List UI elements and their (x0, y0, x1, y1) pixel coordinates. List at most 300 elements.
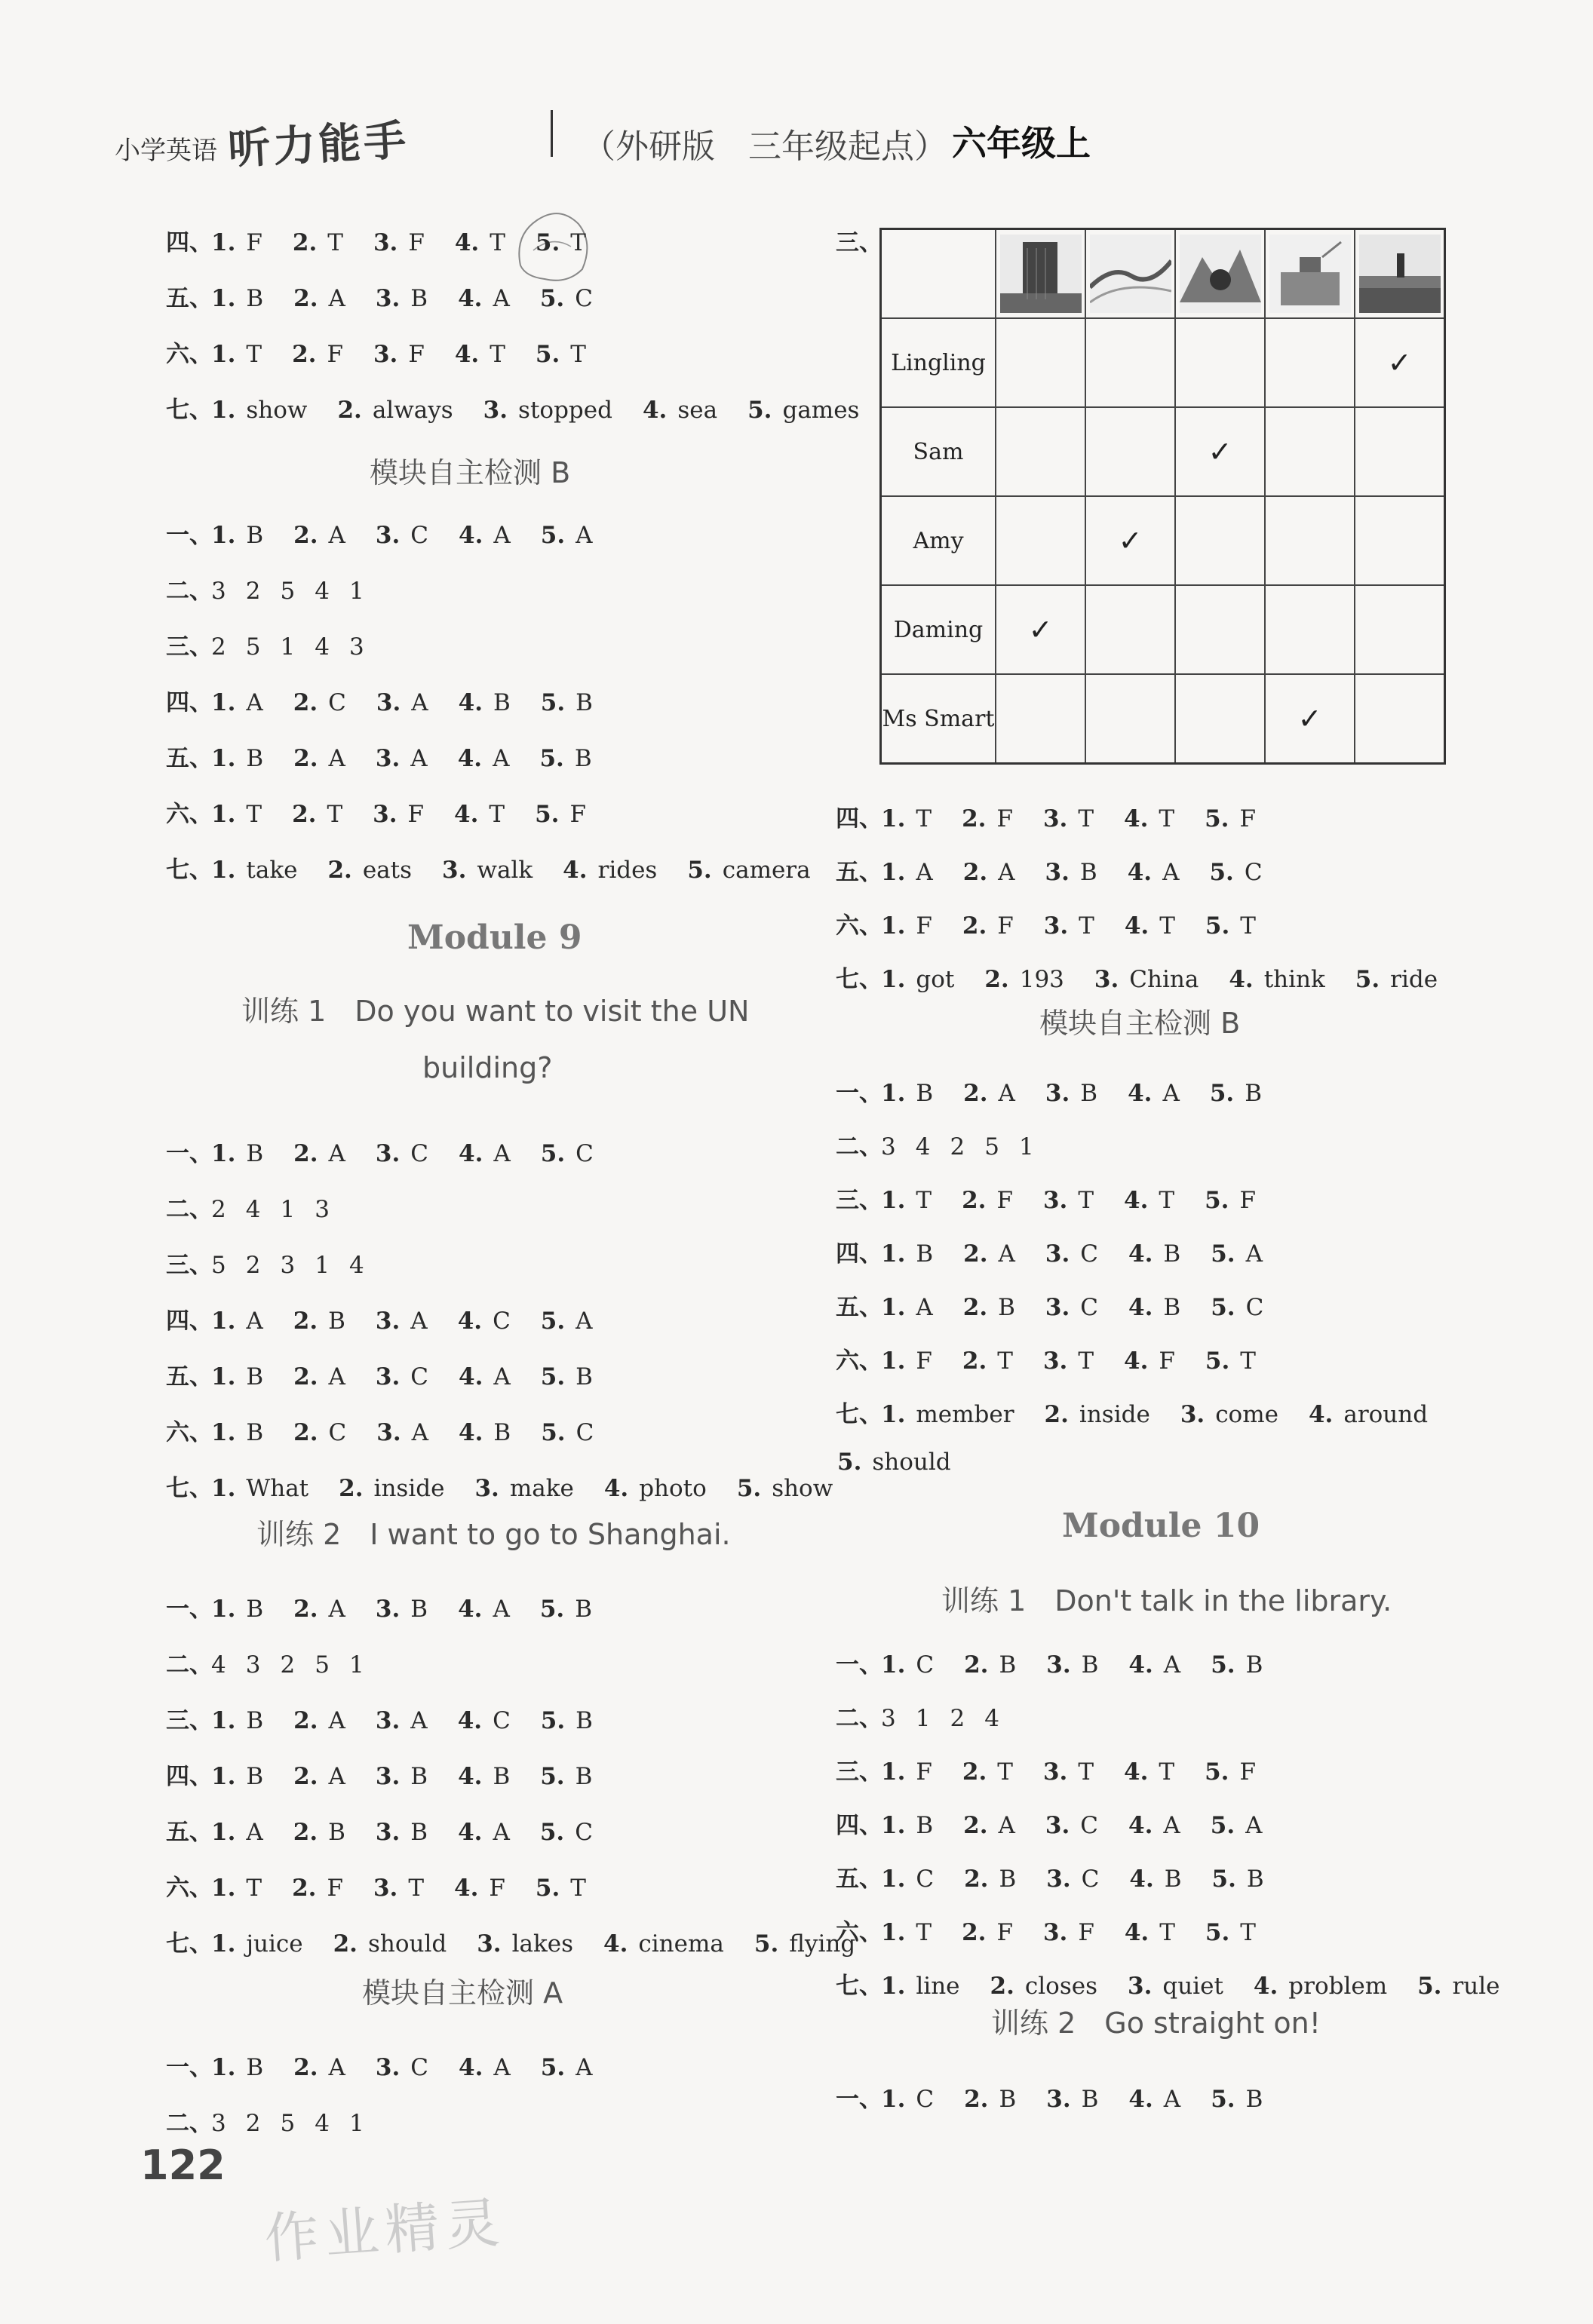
section-number: 四、 (836, 1240, 882, 1268)
item-number: 3. (375, 522, 401, 549)
section-number: 一、 (166, 1596, 213, 1623)
answer-line (166, 1869, 586, 1902)
section-number: 六、 (836, 912, 882, 940)
table-cell (1085, 496, 1175, 585)
item-number: 2. (990, 1973, 1014, 2000)
answer-item (211, 1875, 262, 1902)
item-number: 2. (293, 1763, 318, 1790)
answer-item (541, 1707, 593, 1734)
item-number: 5. (540, 522, 566, 549)
item-number: 2. (963, 1080, 988, 1107)
answer-item (881, 805, 932, 832)
answer-line (166, 1302, 593, 1335)
item-answer: stopped (518, 397, 612, 424)
item-number: 4. (603, 1930, 628, 1958)
answer-item (536, 229, 586, 256)
answer-line (166, 1645, 384, 1679)
item-number: 1. (881, 2086, 906, 2113)
item-number: 2. (962, 1758, 987, 1786)
section-number: 五、 (836, 1294, 882, 1321)
item-answer: flying (789, 1930, 856, 1958)
item-number: 3. (1045, 1240, 1070, 1268)
item-answer: C (493, 1707, 511, 1734)
answer-line (166, 795, 586, 829)
item-answer: rides (597, 857, 658, 884)
item-number: 2. (962, 859, 988, 886)
item-number: 4. (1128, 1651, 1153, 1679)
order-digit: 5 (984, 1133, 999, 1160)
answer-item (292, 801, 342, 828)
item-number: 4. (458, 1596, 483, 1623)
item-answer: T (246, 341, 262, 368)
item-answer: F (327, 341, 343, 368)
item-answer: B (576, 1363, 593, 1390)
answer-item (293, 745, 345, 772)
item-number: 1. (881, 1812, 906, 1839)
answer-item (984, 966, 1064, 993)
order-digit: 4 (315, 2110, 330, 2137)
item-answer: lakes (511, 1930, 574, 1958)
answer-line (836, 1806, 1263, 1840)
answer-item (376, 745, 428, 772)
answer-line (836, 853, 1263, 887)
item-answer: A (328, 1363, 345, 1390)
section-number: 二、 (166, 578, 213, 605)
table-section-number: 三、 (836, 229, 882, 256)
item-number: 2. (292, 801, 317, 828)
item-number: 5. (539, 745, 564, 772)
item-answer: ride (1390, 966, 1438, 993)
item-number: 1. (881, 912, 906, 940)
item-answer: F (996, 1187, 1013, 1214)
answer-line (166, 1590, 592, 1623)
item-answer: B (246, 1363, 264, 1390)
table-cell (1085, 674, 1175, 764)
check-icon: ✓ (1297, 702, 1322, 735)
item-number: 3. (1045, 859, 1070, 886)
item-number: 1. (881, 1294, 906, 1321)
item-answer: A (411, 689, 428, 716)
item-answer: T (327, 801, 343, 828)
item-answer: F (407, 801, 425, 828)
item-number: 1. (211, 1819, 236, 1846)
item-number: 1. (881, 1973, 906, 2000)
table-cell (996, 496, 1085, 585)
item-answer: T (570, 1875, 586, 1902)
item-answer: C (1080, 1240, 1099, 1268)
header-divider (551, 110, 553, 157)
answer-line (166, 1246, 384, 1280)
item-number: 3. (1042, 1187, 1068, 1214)
answer-item (211, 1363, 263, 1390)
table-cell (1355, 674, 1445, 764)
item-number: 3. (375, 1596, 401, 1623)
answer-item (1210, 1080, 1262, 1107)
item-number: 1. (211, 522, 236, 549)
section-number: 六、 (166, 1419, 213, 1446)
order-digit: 4 (245, 1196, 261, 1223)
item-answer: B (1081, 2086, 1099, 2113)
item-answer: A (328, 1140, 345, 1167)
answer-line (836, 1645, 1263, 1679)
answer-line (166, 223, 586, 257)
item-answer: T (997, 1347, 1013, 1375)
item-answer: B (999, 1651, 1017, 1679)
item-answer: A (246, 1819, 263, 1846)
item-answer: A (328, 1596, 345, 1623)
answer-item (1309, 1401, 1428, 1428)
answer-item (881, 966, 954, 993)
order-digit: 5 (280, 2110, 296, 2137)
item-answer: show (246, 397, 308, 424)
item-answer: B (410, 1819, 428, 1846)
item-number: 3. (442, 857, 467, 884)
item-number: 5. (754, 1930, 779, 1958)
order-digit: 2 (245, 578, 261, 605)
answer-line (836, 1234, 1263, 1268)
item-number: 1. (211, 2054, 236, 2081)
answer-item (964, 1651, 1016, 1679)
item-answer: B (575, 1763, 593, 1790)
item-number: 3. (373, 801, 397, 828)
item-answer: A (1245, 1812, 1263, 1839)
item-answer: A (998, 1240, 1015, 1268)
table-cell (1265, 496, 1355, 585)
item-number: 5. (687, 857, 712, 884)
answer-item (1043, 1187, 1094, 1214)
table-cell (1355, 585, 1445, 674)
answer-item (1128, 1651, 1180, 1679)
item-number: 2. (964, 1651, 989, 1679)
answer-item (293, 1707, 345, 1734)
item-number: 2. (293, 1140, 318, 1167)
item-answer: B (410, 285, 428, 312)
item-answer: C (916, 1866, 935, 1893)
item-answer: C (1080, 1812, 1099, 1839)
item-answer: B (1164, 1866, 1182, 1893)
answer-item (211, 1819, 263, 1846)
item-answer: make (509, 1475, 574, 1502)
item-number: 2. (962, 805, 987, 832)
item-answer: T (1240, 1919, 1256, 1946)
corner-cell (881, 229, 996, 319)
item-answer: B (998, 1294, 1015, 1321)
item-answer: take (246, 857, 298, 884)
answer-item (376, 522, 428, 549)
item-number: 3. (373, 1875, 398, 1902)
table-row (881, 496, 1445, 585)
answer-item (211, 689, 263, 716)
item-number: 5. (535, 801, 560, 828)
answer-item (1128, 1080, 1180, 1107)
item-number: 5. (1205, 1919, 1230, 1946)
section-heading: 模块自主检测 A (362, 1976, 563, 2010)
answer-item (211, 1930, 303, 1958)
item-answer: A (1162, 859, 1180, 886)
item-number: 5. (1211, 2086, 1235, 2113)
item-answer: B (246, 745, 264, 772)
item-answer: F (569, 801, 586, 828)
item-number: 4. (1308, 1401, 1334, 1428)
section-number: 七、 (836, 1973, 882, 2000)
answer-item (458, 285, 510, 312)
item-answer: juice (246, 1930, 303, 1958)
answer-item (1180, 1401, 1278, 1428)
item-answer: eats (362, 857, 413, 884)
item-answer: T (916, 805, 932, 832)
order-digit: 4 (315, 633, 330, 661)
item-number: 3. (1046, 1866, 1071, 1893)
item-answer: F (408, 341, 425, 368)
answer-item (327, 857, 412, 884)
item-number: 3. (1046, 2086, 1071, 2113)
item-answer: B (1079, 859, 1097, 886)
answer-item (458, 1819, 510, 1846)
item-number: 2. (964, 1866, 989, 1893)
item-number: 5. (1209, 859, 1234, 886)
item-number: 3. (1042, 1758, 1068, 1786)
item-number: 4. (1129, 1866, 1154, 1893)
answer-item (211, 1308, 263, 1335)
item-answer: A (410, 1707, 428, 1734)
item-number: 1. (211, 1707, 236, 1734)
answer-item (963, 1080, 1015, 1107)
item-number: 4. (458, 689, 483, 716)
item-number: 4. (1128, 2086, 1153, 2113)
table-cell (1175, 585, 1265, 674)
answer-line (836, 906, 1256, 940)
answer-item (293, 1363, 345, 1390)
answer-item (376, 1763, 428, 1790)
item-answer: A (576, 2054, 593, 2081)
student-name: Lingling (881, 318, 996, 407)
item-answer: B (916, 1812, 934, 1839)
item-answer: F (1078, 1919, 1094, 1946)
item-number: 4. (1128, 1812, 1153, 1839)
item-number: 3. (375, 1140, 401, 1167)
item-number: 5. (1205, 805, 1229, 832)
section-number: 四、 (166, 689, 213, 716)
item-answer: F (1239, 1187, 1256, 1214)
item-answer: F (916, 912, 932, 940)
item-number: 5. (540, 1763, 565, 1790)
item-answer: B (246, 1596, 264, 1623)
item-answer: T (1078, 1187, 1094, 1214)
answer-item (459, 1140, 511, 1167)
item-answer: B (576, 689, 593, 716)
item-number: 1. (211, 1875, 236, 1902)
answer-item (1229, 966, 1324, 993)
item-answer: B (328, 1819, 345, 1846)
item-number: 4. (459, 1140, 483, 1167)
item-answer: B (246, 1707, 264, 1734)
section-number: 一、 (836, 2086, 882, 2113)
answer-line (166, 1469, 833, 1503)
item-answer: B (1246, 1866, 1264, 1893)
item-number: 2. (327, 857, 352, 884)
watermark: 作业精灵 (262, 2190, 508, 2271)
answer-line (166, 1813, 593, 1847)
answer-item (541, 522, 593, 549)
answer-item (1094, 966, 1199, 993)
answer-line (836, 1181, 1256, 1215)
item-number: 5. (539, 285, 565, 312)
item-answer: T (1159, 805, 1175, 832)
item-answer: A (493, 745, 510, 772)
answer-item (293, 2054, 345, 2081)
item-answer: B (246, 2054, 264, 2081)
item-answer: B (246, 522, 264, 549)
item-number: 4. (454, 801, 479, 828)
item-answer: show (772, 1475, 833, 1502)
answer-item (455, 341, 505, 368)
answer-item (483, 397, 612, 424)
answer-item (964, 2086, 1016, 2113)
answer-item (376, 1308, 428, 1335)
item-number: 2. (962, 1294, 988, 1321)
answer-item (1417, 1973, 1499, 2000)
item-answer: A (1162, 1080, 1180, 1107)
answer-item (333, 1930, 447, 1958)
item-number: 1. (211, 1363, 236, 1390)
item-number: 1. (881, 805, 906, 832)
item-number: 5. (747, 397, 772, 424)
item-number: 4. (457, 745, 483, 772)
order-answer (211, 1252, 384, 1279)
section-number: 六、 (166, 1875, 213, 1902)
picture-cell-1 (996, 229, 1085, 319)
item-answer: line (916, 1973, 960, 2000)
answer-item (211, 1596, 263, 1623)
item-number: 5. (540, 1707, 566, 1734)
answer-item (459, 1419, 511, 1446)
order-digit: 5 (315, 1651, 330, 1679)
item-number: 2. (337, 397, 362, 424)
answer-item (293, 1819, 345, 1846)
item-number: 5. (1205, 1187, 1229, 1214)
order-digit: 1 (348, 578, 364, 605)
item-answer: A (493, 1819, 510, 1846)
item-answer: always (372, 397, 453, 424)
item-number: 2. (292, 341, 317, 368)
section-number: 六、 (166, 341, 213, 368)
answer-item (990, 1973, 1097, 2000)
table-cell (1265, 407, 1355, 496)
item-answer: T (1078, 1758, 1094, 1786)
item-number: 3. (375, 1819, 401, 1846)
check-icon: ✓ (1028, 613, 1053, 646)
item-number: 4. (454, 341, 480, 368)
answer-item (539, 745, 591, 772)
answer-item (459, 2054, 511, 2081)
answer-line (166, 1413, 594, 1447)
section-number: 一、 (166, 2054, 213, 2081)
answer-item (881, 2086, 934, 2113)
item-number: 1. (881, 1866, 906, 1893)
answer-line (166, 335, 586, 369)
item-number: 5. (540, 1140, 566, 1167)
answer-item (737, 1475, 833, 1502)
item-answer: A (493, 1140, 511, 1167)
answer-item (1044, 912, 1094, 940)
answer-item (211, 1763, 263, 1790)
answer-item (963, 859, 1015, 886)
item-number: 4. (459, 1363, 483, 1390)
answer-item (376, 2054, 428, 2081)
answer-line (836, 1913, 1256, 1947)
answer-line (836, 960, 1438, 994)
item-number: 5. (1211, 1866, 1236, 1893)
answer-line (836, 2080, 1263, 2114)
item-answer: T (1078, 1347, 1094, 1375)
student-name: Sam (881, 407, 996, 496)
item-number: 4. (458, 285, 483, 312)
answer-item (962, 1187, 1013, 1214)
answer-item (1205, 805, 1256, 832)
order-digit: 3 (315, 1196, 330, 1223)
item-number: 1. (211, 1475, 236, 1502)
section-number: 一、 (836, 1651, 882, 1679)
item-number: 5. (535, 1875, 560, 1902)
answer-item (292, 341, 343, 368)
item-answer: T (1240, 912, 1256, 940)
section-number: 二、 (166, 2110, 213, 2137)
item-number: 3. (376, 1419, 401, 1446)
item-answer: F (996, 805, 1013, 832)
item-number: 3. (375, 1763, 401, 1790)
item-answer: A (328, 522, 345, 549)
answer-item (540, 1819, 593, 1846)
item-number: 4. (1127, 859, 1153, 886)
order-digit: 3 (881, 1705, 896, 1732)
item-answer: quiet (1162, 1973, 1223, 2000)
answer-item (376, 1140, 428, 1167)
item-number: 3. (1045, 1080, 1070, 1107)
item-number: 2. (292, 229, 318, 256)
item-answer: games (782, 397, 860, 424)
item-number: 3. (477, 1930, 502, 1958)
picture-cell-5 (1355, 229, 1445, 319)
item-number: 1. (881, 859, 906, 886)
item-answer: inside (373, 1475, 445, 1502)
answer-item (1045, 1812, 1098, 1839)
order-digit: 3 (280, 1252, 296, 1279)
answer-line (836, 1127, 1054, 1161)
item-number: 5. (535, 229, 560, 256)
item-number: 2. (293, 1308, 318, 1335)
answer-line (836, 1449, 951, 1476)
student-name: Ms Smart (881, 674, 996, 764)
item-number: 5. (1205, 1347, 1230, 1375)
answer-item (211, 1140, 263, 1167)
item-answer: A (410, 745, 428, 772)
answer-item (477, 1930, 573, 1958)
item-number: 3. (375, 285, 401, 312)
answer-item (1043, 1347, 1094, 1375)
item-answer: A (1163, 1651, 1181, 1679)
item-number: 3. (375, 1308, 401, 1335)
answer-item (339, 1475, 444, 1502)
item-answer: T (916, 1919, 932, 1946)
item-answer: A (576, 522, 593, 549)
table-row (881, 674, 1445, 764)
answer-item (1209, 859, 1262, 886)
answer-item (1205, 1758, 1256, 1786)
answer-item (376, 1596, 428, 1623)
item-answer: A (493, 2054, 511, 2081)
item-number: 4. (458, 1819, 483, 1846)
item-answer: B (1245, 2086, 1263, 2113)
